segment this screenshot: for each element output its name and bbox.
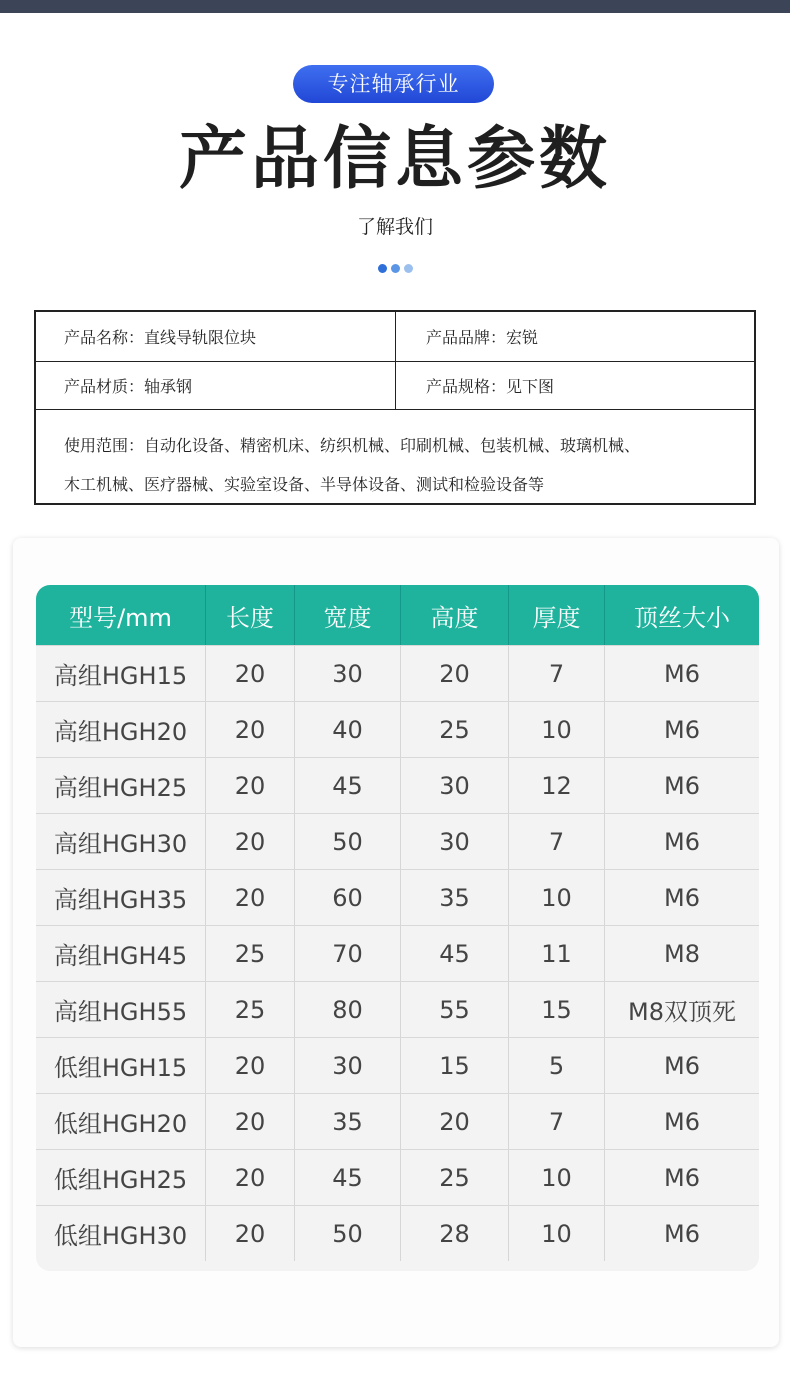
cell-screw-size: M6 (664, 771, 700, 800)
info-row (36, 362, 754, 410)
cell-screw-size: M6 (664, 1219, 700, 1248)
cell-width: 35 (295, 1094, 401, 1149)
cell-screw-size: M6 (664, 1051, 700, 1080)
cell-height: 45 (401, 926, 509, 981)
cell-width: 60 (295, 870, 401, 925)
table-row (36, 1093, 759, 1149)
spec-table-header (36, 585, 759, 645)
cell-length: 20 (206, 1094, 295, 1149)
cell-height: 55 (401, 982, 509, 1037)
cell-width: 30 (295, 646, 401, 701)
cell-thickness: 10 (509, 702, 605, 757)
cell-model: 低组HGH15 (36, 1038, 206, 1093)
table-row (36, 701, 759, 757)
header-model: 型号/mm (36, 585, 206, 645)
cell-height: 25 (401, 1150, 509, 1205)
cell-screw-size: M6 (664, 1163, 700, 1192)
cell-thickness: 15 (509, 982, 605, 1037)
dot-icon (404, 264, 413, 273)
header-thickness: 厚度 (509, 585, 605, 645)
header-width: 宽度 (295, 585, 401, 645)
cell-height: 30 (401, 814, 509, 869)
cell-thickness: 5 (509, 1038, 605, 1093)
cell-model: 高组HGH35 (36, 870, 206, 925)
cell-screw-size: M6 (664, 715, 700, 744)
table-row (36, 869, 759, 925)
cell-length: 20 (206, 702, 295, 757)
cell-model: 高组HGH25 (36, 758, 206, 813)
top-strip (0, 0, 790, 13)
cell-thickness: 10 (509, 870, 605, 925)
product-usage (36, 410, 754, 503)
dot-icon (391, 264, 400, 273)
product-material: 产品材质：轴承钢 (36, 362, 396, 409)
cell-thickness: 11 (509, 926, 605, 981)
cell-height: 25 (401, 702, 509, 757)
cell-length: 20 (206, 1150, 295, 1205)
cell-width: 80 (295, 982, 401, 1037)
table-row (36, 1037, 759, 1093)
cell-model: 高组HGH15 (36, 646, 206, 701)
cell-thickness: 7 (509, 1094, 605, 1149)
cell-screw-size: M6 (664, 659, 700, 688)
table-row (36, 925, 759, 981)
product-name: 产品名称：直线导轨限位块 (36, 312, 396, 361)
cell-model: 低组HGH20 (36, 1094, 206, 1149)
cell-model: 低组HGH25 (36, 1150, 206, 1205)
usage-line-2: 木工机械、医疗器械、实验室设备、半导体设备、测试和检验设备等 (64, 475, 545, 494)
decorative-dots (378, 264, 418, 274)
cell-height: 28 (401, 1206, 509, 1261)
cell-length: 20 (206, 646, 295, 701)
cell-screw-size: M8 (664, 939, 700, 968)
cell-length: 25 (206, 926, 295, 981)
cell-width: 45 (295, 758, 401, 813)
spec-table (36, 585, 759, 1271)
cell-height: 20 (401, 1094, 509, 1149)
cell-width: 50 (295, 1206, 401, 1261)
cell-height: 30 (401, 758, 509, 813)
page-title: 产品信息参数 (178, 120, 611, 199)
cell-screw-size: M6 (664, 883, 700, 912)
cell-thickness: 7 (509, 646, 605, 701)
cell-width: 30 (295, 1038, 401, 1093)
cell-screw-size: M6 (664, 827, 700, 856)
cell-thickness: 10 (509, 1150, 605, 1205)
table-row (36, 1205, 759, 1261)
cell-thickness: 10 (509, 1206, 605, 1261)
usage-line-1: 使用范围：自动化设备、精密机床、纺织机械、印刷机械、包装机械、玻璃机械、 (64, 436, 641, 455)
dot-icon (378, 264, 387, 273)
cell-height: 20 (401, 646, 509, 701)
category-badge: 专注轴承行业 (293, 65, 494, 103)
cell-model: 高组HGH20 (36, 702, 206, 757)
cell-length: 20 (206, 1206, 295, 1261)
cell-height: 15 (401, 1038, 509, 1093)
header-screw-size: 顶丝大小 (634, 603, 730, 632)
table-row (36, 981, 759, 1037)
cell-length: 20 (206, 814, 295, 869)
info-row (36, 312, 754, 362)
product-spec: 产品规格：见下图 (426, 377, 555, 396)
cell-length: 20 (206, 870, 295, 925)
cell-model: 高组HGH55 (36, 982, 206, 1037)
header-length: 长度 (206, 585, 295, 645)
cell-screw-size: M8双顶死 (628, 998, 736, 1026)
cell-model: 低组HGH30 (36, 1206, 206, 1261)
table-row (36, 757, 759, 813)
header-height: 高度 (401, 585, 509, 645)
cell-width: 45 (295, 1150, 401, 1205)
product-info-table (34, 310, 756, 505)
cell-width: 50 (295, 814, 401, 869)
table-row (36, 1149, 759, 1205)
cell-length: 25 (206, 982, 295, 1037)
cell-width: 70 (295, 926, 401, 981)
table-row (36, 813, 759, 869)
cell-thickness: 12 (509, 758, 605, 813)
product-brand: 产品品牌：宏锐 (426, 328, 539, 347)
cell-screw-size: M6 (664, 1107, 700, 1136)
cell-width: 40 (295, 702, 401, 757)
cell-length: 20 (206, 1038, 295, 1093)
cell-model: 高组HGH45 (36, 926, 206, 981)
cell-model: 高组HGH30 (36, 814, 206, 869)
page-subtitle: 了解我们 (356, 216, 433, 238)
cell-thickness: 7 (509, 814, 605, 869)
cell-length: 20 (206, 758, 295, 813)
cell-height: 35 (401, 870, 509, 925)
table-row (36, 645, 759, 701)
